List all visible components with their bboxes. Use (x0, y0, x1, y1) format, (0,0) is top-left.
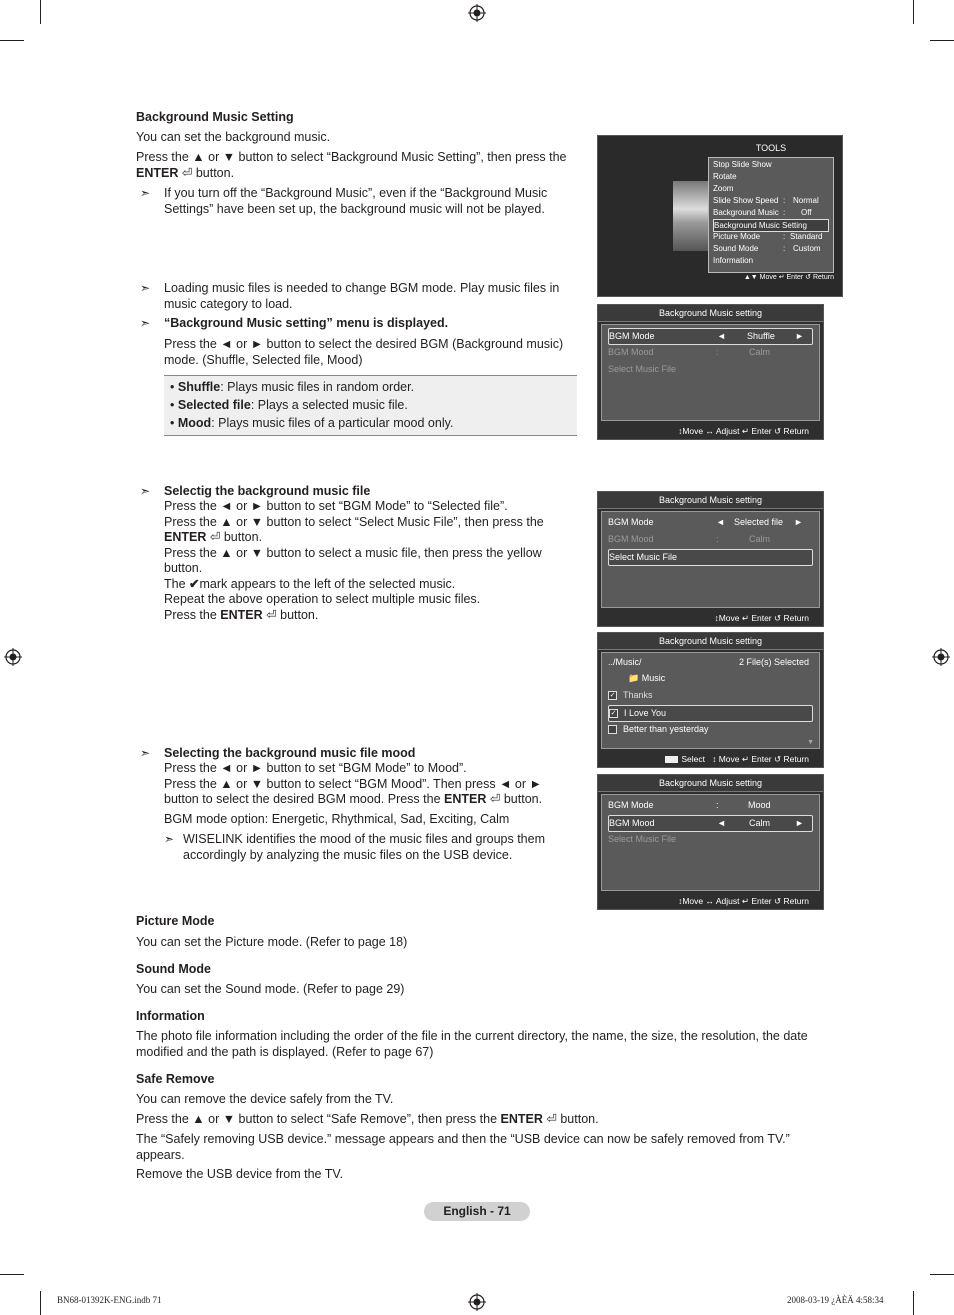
row-bgm-mood[interactable]: BGM Mood ◄ Calm ► (608, 815, 813, 832)
registration-mark-icon (468, 4, 486, 22)
photo-thumbnail (673, 181, 713, 251)
checkmark-icon: ✔ (189, 576, 200, 591)
folder-icon: 📁 (628, 673, 640, 683)
tools-item-picture-mode[interactable]: Picture Mode : Standard (713, 232, 823, 241)
screen-title: Background Music setting (598, 775, 823, 792)
row-select-music-file[interactable]: Select Music File (608, 364, 677, 374)
row-select-music-file[interactable]: Select Music File (608, 549, 813, 566)
information-text: The photo file information including the order of the file in the current directory, the name, the size, the resolution, the date modified and the path is displayed. (Refer to page 67) (136, 1029, 808, 1059)
tools-item-background-music-setting[interactable]: Background Music Setting (713, 219, 829, 232)
screen-footer: ↕Move ↵ Enter ↺ Return (714, 613, 809, 623)
note-arrow-icon: ➣ (140, 186, 151, 200)
file-row[interactable]: ✓ Thanks (609, 690, 653, 700)
checkbox-checked-icon[interactable]: ✓ (609, 692, 616, 700)
row-bgm-mode[interactable]: BGM Mode : Mood (608, 800, 771, 810)
sound-text: You can set the Sound mode. (Refer to page 29) (136, 982, 405, 996)
yellow-button-icon (665, 756, 678, 763)
folder-row[interactable]: 📁 Music (628, 673, 666, 683)
screen-title: Background Music setting (598, 305, 823, 322)
row-bgm-mood[interactable]: BGM Mood : Calm (608, 347, 771, 357)
safe-remove-text-3: The “Safely removing USB device.” message appears and then the “USB device can now be safely removed from TV.” appears. (136, 1132, 790, 1162)
screen-panel (601, 511, 820, 608)
crop-mark (0, 1274, 24, 1275)
left-arrow-icon[interactable]: ◄ (716, 517, 725, 527)
print-slug-right: 2008-03-19 ¿ÀÈÄ 4:58:34 (787, 1295, 884, 1305)
bgm-note-1: If you turn off the “Background Music”, even if the “Background Music Settings” have been set up, the background music will not be played. (164, 186, 548, 216)
crop-mark (913, 1291, 914, 1315)
select-file-steps: Press the ◄ or ► button to set “BGM Mode” to “Selected file”. Press the ▲ or ▼ button to select “Select Music File”, then press the ENTER ⏎ button. Press the ▲ or ▼ button to select a music file, then press the yellow button. The ✔mark appears to the left of the selected music. Repeat the above operation to select multiple music files. Press the ENTER ⏎ button. (164, 499, 544, 622)
checkbox-icon[interactable] (608, 725, 617, 734)
row-bgm-mode[interactable]: BGM Mode ◄ Shuffle ► (608, 328, 813, 345)
tools-item-background-music[interactable]: Background Music : Off (713, 208, 812, 217)
mood-title: Selecting the background music file mood (164, 746, 416, 760)
bgm-note-3: “Background Music setting” menu is displayed. (164, 316, 449, 330)
tools-item-rotate[interactable]: Rotate (713, 172, 737, 181)
screen-footer: ↕Move ↔ Adjust ↵ Enter ↺ Return (678, 426, 809, 436)
tools-title: TOOLS (755, 143, 787, 153)
tools-item-stop-slide-show[interactable]: Stop Slide Show (713, 160, 772, 169)
section-title-sound: Sound Mode (136, 962, 211, 976)
right-arrow-icon[interactable]: ► (795, 818, 804, 828)
right-arrow-icon[interactable]: ► (794, 517, 803, 527)
safe-remove-text-1: You can remove the device safely from the TV. (136, 1092, 394, 1106)
enter-icon: ⏎ (209, 530, 221, 544)
note-arrow-icon: ➣ (140, 281, 151, 295)
crop-mark (913, 0, 914, 24)
path-row: ../Music/ 2 File(s) Selected (608, 657, 809, 667)
option-selected-file: • Selected file: Plays a selected music file. (170, 398, 408, 412)
note-arrow-icon: ➣ (140, 746, 151, 760)
screen-panel (601, 794, 820, 891)
bgm-instruction: Press the ▲ or ▼ button to select “Background Music Setting”, then press the ENTER ⏎ button. (136, 150, 567, 180)
row-select-music-file[interactable]: Select Music File (608, 834, 677, 844)
picture-text: You can set the Picture mode. (Refer to page 18) (136, 935, 408, 949)
bgm-screen-selected-file (597, 491, 824, 627)
enter-icon: ⏎ (181, 165, 193, 180)
section-title-safe-remove: Safe Remove (136, 1072, 215, 1086)
print-slug-left: BN68-01392K-ENG.indb 71 (57, 1295, 162, 1305)
tools-item-information[interactable]: Information (713, 256, 754, 265)
enter-icon: ⏎ (546, 1112, 557, 1126)
screen-title: Background Music setting (598, 633, 823, 650)
left-arrow-icon[interactable]: ◄ (717, 331, 726, 341)
section-title-bgm: Background Music Setting (136, 110, 294, 124)
enter-icon: ⏎ (489, 792, 501, 806)
note-arrow-icon: ➣ (164, 832, 175, 846)
right-arrow-icon[interactable]: ► (795, 331, 804, 341)
tools-screen (597, 135, 843, 297)
safe-remove-text-4: Remove the USB device from the TV. (136, 1167, 344, 1181)
bgm-screen-file-list (597, 632, 824, 768)
file-row[interactable]: Better than yesterday (608, 722, 813, 737)
tools-footer: ▲▼ Move ↵ Enter ↺ Return (743, 274, 834, 281)
mood-note: WISELINK identifies the mood of the music files and groups them accordingly by analyzing the music files on the USB device. (183, 832, 545, 862)
screen-panel (601, 324, 820, 421)
option-shuffle: • Shuffle: Plays music files in random order. (170, 380, 415, 394)
row-bgm-mode[interactable]: BGM Mode ◄ Selected file ► (608, 515, 813, 530)
left-arrow-icon[interactable]: ◄ (717, 818, 726, 828)
note-arrow-icon: ➣ (140, 484, 151, 498)
section-title-picture: Picture Mode (136, 914, 215, 928)
crop-mark (930, 1274, 954, 1275)
select-file-title: Selectig the background music file (164, 484, 371, 498)
bgm-intro: You can set the background music. (136, 130, 331, 144)
screen-panel (601, 652, 820, 749)
crop-mark (0, 40, 24, 41)
bgm-options-box (164, 375, 577, 436)
tools-menu[interactable] (708, 157, 834, 273)
page-number-label: English - 71 (424, 1202, 530, 1221)
bgm-note-2: Loading music files is needed to change BGM mode. Play music files in music category to load. (164, 281, 560, 311)
file-row-selected[interactable]: ✓ I Love You (608, 705, 813, 722)
section-title-information: Information (136, 1009, 205, 1023)
crop-mark (930, 40, 954, 41)
tools-item-zoom[interactable]: Zoom (713, 184, 734, 193)
mood-steps: Press the ◄ or ► button to set “BGM Mode” to Mood”. Press the ▲ or ▼ button to select “BGM Mood”. Then press ◄ or ► button to select the desired BGM mood. Press the ENTER ⏎ button. BGM mode option: Energetic, Rhythmical, Sad, Exciting, Calm (164, 761, 543, 826)
tools-item-sound-mode[interactable]: Sound Mode : Custom (713, 244, 821, 253)
safe-remove-text-2: Press the ▲ or ▼ button to select “Safe Remove”, then press the ENTER ⏎ button. (136, 1112, 599, 1126)
note-arrow-icon: ➣ (140, 316, 151, 330)
registration-mark-icon (468, 1293, 486, 1311)
bgm-screen-shuffle (597, 304, 824, 440)
crop-mark (40, 1291, 41, 1315)
screen-footer: Select ↕ Move ↵ Enter ↺ Return (598, 751, 823, 767)
enter-icon: ⏎ (266, 607, 277, 622)
tools-item-slide-show-speed[interactable]: Slide Show Speed : Normal (713, 196, 819, 205)
registration-mark-icon (4, 648, 22, 666)
bgm-screen-mood (597, 774, 824, 910)
registration-mark-icon (932, 648, 950, 666)
screen-title: Background Music setting (598, 492, 823, 509)
crop-mark (40, 0, 41, 24)
row-bgm-mood[interactable]: BGM Mood : Calm (608, 534, 771, 544)
screen-footer: ↕Move ↔ Adjust ↵ Enter ↺ Return (678, 896, 809, 906)
scroll-down-icon[interactable]: ▼ (807, 739, 814, 746)
bgm-mode-instruction: Press the ◄ or ► button to select the desired BGM (Background music) mode. (Shuffle, Selected file, Mood) (164, 337, 564, 367)
option-mood: • Mood: Plays music files of a particular mood only. (170, 416, 454, 430)
checkbox-checked-icon[interactable]: ✓ (610, 710, 617, 718)
